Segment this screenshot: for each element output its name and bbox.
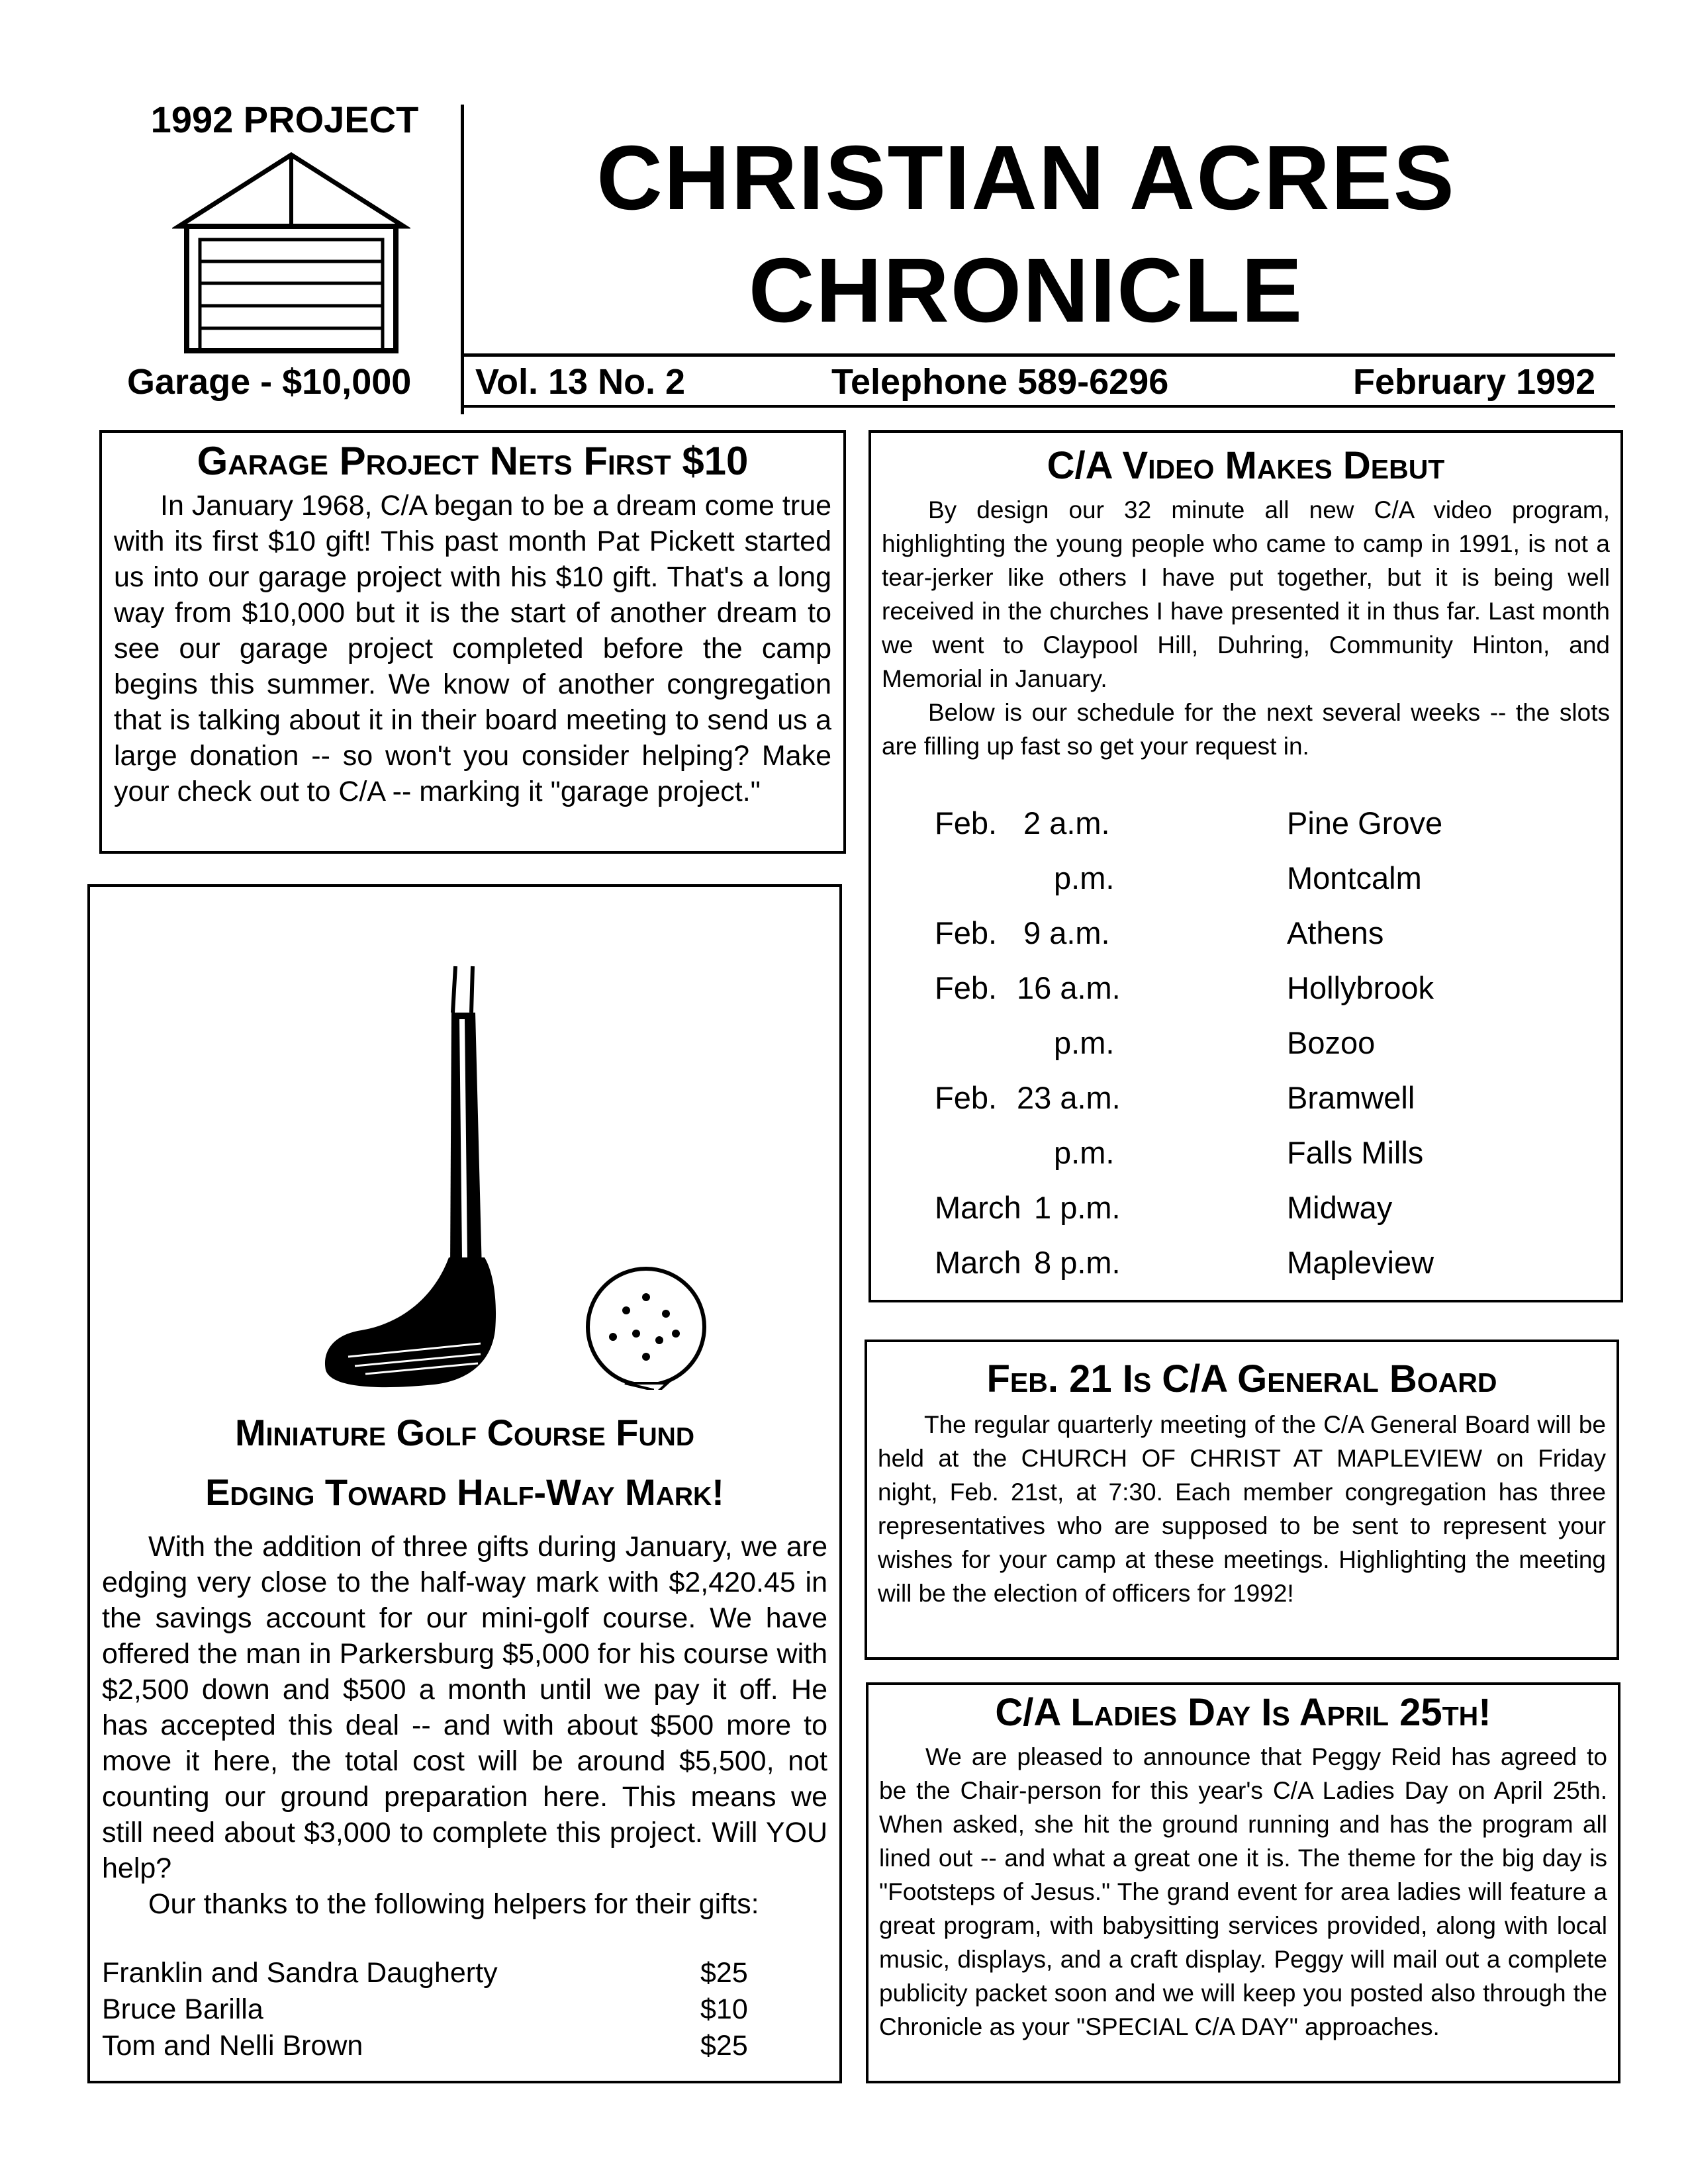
schedule-time: 1 p.m.	[1034, 1190, 1121, 1225]
schedule-time: p.m.	[1054, 860, 1115, 895]
schedule-place: Hollybrook	[1287, 970, 1434, 1005]
board-article-body	[867, 1408, 1617, 1610]
garage-article-heading: Garage Project Nets First $10	[197, 439, 749, 483]
schedule-date: Feb.	[935, 805, 998, 841]
helper-name: Franklin and Sandra Daugherty	[102, 1957, 498, 1989]
issue-date: February 1992	[1353, 362, 1596, 402]
newsletter-title-line2: CHRONICLE	[748, 240, 1304, 341]
video-article-paragraph: Below is our schedule for the next several weeks -- the slots are filling up fast so get your request in.	[882, 699, 1610, 760]
garage-cost-label: Garage - $10,000	[127, 362, 412, 402]
project-label: 1992 PROJECT	[150, 99, 419, 140]
helpers-list	[102, 1955, 748, 2064]
garage-article-body	[102, 488, 843, 809]
ladies-article-heading: C/A Ladies Day Is April 25th!	[995, 1691, 1491, 1734]
schedule-time: 8 p.m.	[1034, 1245, 1121, 1280]
board-article-paragraph: The regular quarterly meeting of the C/A General Board will be held at the CHURCH OF CHRIST AT MAPLEVIEW on Friday night, Feb. 21st, at 7:30. Each member congregation has three representatives who are supposed to be sent to represent your wishes for your camp at these meetings. Highlighting the meeting will be the election of officers for 1992!	[878, 1411, 1606, 1607]
schedule-time: p.m.	[1054, 1135, 1115, 1170]
video-article-heading: C/A Video Makes Debut	[1047, 444, 1445, 487]
schedule-place: Midway	[1287, 1190, 1393, 1225]
helper-amount: $25	[700, 1957, 748, 1989]
garage-project-article	[99, 430, 846, 854]
schedule-date: Feb.	[935, 915, 998, 950]
helper-amount: $25	[700, 2030, 748, 2062]
schedule-place: Falls Mills	[1287, 1135, 1424, 1170]
mini-golf-article	[87, 884, 842, 2083]
schedule-place: Athens	[1287, 915, 1384, 950]
helper-row	[102, 2028, 748, 2064]
video-article-paragraph: By design our 32 minute all new C/A video program, highlighting the young people who came to camp in 1991, is not a tear-jerker like others I have put together, but it is being well received in the churches I have presented it in thus far. Last month we went to Claypool Hill, Duhring, Community Hinton, and Memorial in January.	[882, 496, 1610, 692]
schedule-date: Feb.	[935, 1080, 998, 1115]
helper-row	[102, 1991, 748, 2028]
video-article-body	[871, 493, 1620, 763]
board-article-heading: Feb. 21 Is C/A General Board	[986, 1357, 1497, 1400]
ladies-article-paragraph: We are pleased to announce that Peggy Reid has agreed to be the Chair-person for this year's C/A Ladies Day on April 25th. When asked, she hit the ground running and has the program all lined out -- and what a great one it is. The theme for the big day is "Footsteps of Jesus." The grand event for area ladies will feature a great program, with babysitting services provided, along with local music, displays, and a craft display. Peggy will mail out a complete publicity packet soon and we will keep you posted also through the Chronicle as your "SPECIAL C/A DAY" approaches.	[879, 1743, 1607, 2040]
schedule-time: 16 a.m.	[1017, 970, 1121, 1005]
schedule-time: 23 a.m.	[1017, 1080, 1121, 1115]
helper-name: Bruce Barilla	[102, 1993, 263, 2025]
golf-article-body	[90, 1529, 839, 1922]
golf-article-paragraph: With the addition of three gifts during January, we are edging very close to the half-way mark with $2,420.45 in the savings account for our mini-golf course. We have offered the man in Parkersburg $5,000 for his course with $2,500 down and $500 a month until we pay it off. He has accepted this deal -- and with about $500 more to move it here, the total cost will be around $5,500, not counting our ground preparation here. This means we still need about $3,000 to complete this project. Will YOU help?	[102, 1531, 827, 1884]
golf-article-thanks: Our thanks to the following helpers for their gifts:	[148, 1888, 759, 1920]
schedule-place: Bramwell	[1287, 1080, 1415, 1115]
golf-article-heading-line1: Miniature Golf Course Fund	[235, 1412, 694, 1453]
golf-club-and-ball-illustration	[302, 927, 726, 1390]
garage-article-paragraph: In January 1968, C/A began to be a dream come true with its first $10 gift! This past month Pat Pickett started us into our garage project with his $10 gift. That's a long way from $10,000 but it is the start of another dream to see our garage project completed before the camp begins this summer. We know of another congregation that is talking about it in their board meeting to send us a large donation -- so won't you consider helping? Make your check out to C/A -- marking it "garage project."	[114, 490, 831, 807]
schedule-date: Feb.	[935, 970, 998, 1005]
schedule-time: 2 a.m.	[1023, 805, 1110, 841]
video-debut-article	[868, 430, 1623, 1302]
ladies-article-body	[868, 1740, 1618, 2044]
video-schedule	[935, 805, 1597, 1280]
schedule-place: Montcalm	[1287, 860, 1422, 895]
schedule-time: p.m.	[1054, 1025, 1115, 1060]
masthead-divider	[461, 105, 464, 414]
helper-name: Tom and Nelli Brown	[102, 2030, 363, 2062]
helper-amount: $10	[700, 1993, 748, 2025]
schedule-place: Pine Grove	[1287, 805, 1443, 841]
volume-number: Vol. 13 No. 2	[475, 362, 686, 402]
masthead-rule	[463, 353, 1615, 357]
helper-row	[102, 1955, 748, 1991]
garage-icon	[172, 151, 410, 355]
telephone: Telephone 589-6296	[831, 362, 1169, 402]
masthead-bottom-rule	[463, 405, 1615, 408]
schedule-date: March	[935, 1245, 1021, 1280]
newsletter-title-line1: CHRISTIAN ACRES	[596, 127, 1456, 229]
golf-article-heading-line2: Edging Toward Half-Way Mark!	[205, 1471, 724, 1513]
schedule-date: March	[935, 1190, 1021, 1225]
ladies-day-article	[866, 1682, 1620, 2083]
schedule-place: Bozoo	[1287, 1025, 1376, 1060]
general-board-article	[865, 1340, 1619, 1660]
schedule-place: Mapleview	[1287, 1245, 1434, 1280]
schedule-time: 9 a.m.	[1023, 915, 1110, 950]
